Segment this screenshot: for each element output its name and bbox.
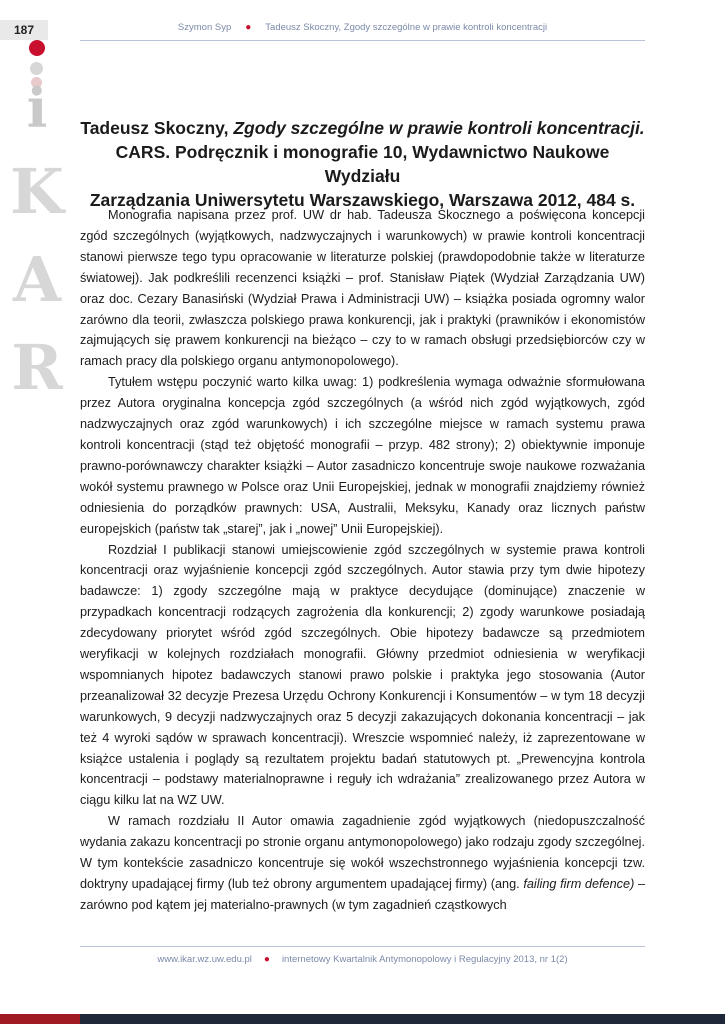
header-separator-dot: ● xyxy=(245,22,252,33)
paragraph-1: Monografia napisana przez prof. UW dr hab. Tadeusza Skocznego a poświęcona koncepcji zgód szczególnych (wyjątkowych, nadzwyczajnych i warunkowych) w prawie kontroli koncentracji stanowi pierwsze tego typu opracowanie w literaturze polskiej (prawdopodobnie także w literaturze światowej). Jak podkreślili recenzenci książki – prof. Stanisław Piątek (Wydział Zarządzania UW) oraz doc. Cezary Banasiński (Wydział Prawa i Administracji UW) – książka posiada ogromny walor zarówno dla teorii, zwłaszcza polskiego prawa konkurencji, jak i praktyki (prawników i ekonomistów zajmujących się prawem konkurencji na bieżąco – czy to w ramach obsługi przedsiębiorców czy w ramach pracy dla polskiego organu antymonopolowego). xyxy=(80,208,645,369)
logo-letter-k: K xyxy=(10,155,64,228)
logo-dot-red xyxy=(29,40,45,56)
title-book: Zgody szczególne w prawie kontroli koncentracji. xyxy=(233,118,645,138)
header-author: Szymon Syp xyxy=(177,22,232,33)
logo-letter-a: A xyxy=(12,243,62,316)
ikar-logo xyxy=(0,40,80,420)
title-line-2: CARS. Podręcznik i monografie 10, Wydawnictwo Naukowe Wydziału xyxy=(115,142,610,186)
logo-letter-i: i xyxy=(26,76,48,140)
review-body xyxy=(80,205,645,916)
bottom-bar-dark xyxy=(80,1014,725,1024)
footer-journal: internetowy Kwartalnik Antymonopolowy i Regulacyjny 2013, nr 1(2) xyxy=(281,953,568,965)
paragraph-2: Tytułem wstępu poczynić warto kilka uwag: 1) podkreślenia wymaga odważnie sformułowana przez Autora oryginalna koncepcja zgód szczególnych (a wśród nich zgód wyjątkowych, zgód nadzwyczajnych oraz zgód warunkowych) i ich szczególne miejsce w ramach systemu prawa kontroli koncentracji (stąd też objętość monografii – przyp. 482 strony); 2) obiektywnie imponuje prawno-porównawczy charakter książki – Autor zasadniczo koncentruje swoje naukowe rozważania wokół systemu prawnego w Polsce oraz Unii Europejskiej, jednak w monografii znajdziemy również odniesienia do porządków prawnych: USA, Australii, Meksyku, Kanady oraz licznych państw europejskich (państw tak „starej”, jak i „nowej” Unii Europejskiej). xyxy=(80,375,645,536)
logo-dot-grey xyxy=(30,62,43,75)
page-number: 187 xyxy=(0,20,48,40)
title-author: Tadeusz Skoczny, xyxy=(80,118,234,138)
bottom-bar-red xyxy=(0,1014,80,1024)
footer-separator-dot: ● xyxy=(263,953,270,965)
paragraph-4 xyxy=(80,811,645,916)
logo-letter-r: R xyxy=(11,331,63,404)
running-header xyxy=(80,22,645,41)
page-footer xyxy=(80,946,645,969)
paragraph-3: Rozdział I publikacji stanowi umiejscowienie zgód szczególnych w systemie prawa kontroli koncentracji oraz wyjaśnienie koncepcji zgód szczególnych. Autor stawia przy tym dwie hipotezy badawcze: 1) zgody szczególne mają w praktyce decydujące (dominujące) znaczenie w przypadkach koncentracji rodzących zagrożenia dla konkurencji; 2) zgody warunkowe posiadają zdecydowany priorytet wśród zgód szczególnych. Obie hipotezy badawcze są przedmiotem weryfikacji w kolejnych rozdziałach monografii. Główny przedmiot odniesienia w weryfikacji wspomnianych hipotez badawczych stanowi prawo polskie i praktyka jego stosowania (Autor przeanalizował 32 decyzje Prezesa Urzędu Ochrony Konkurencji i Konsumentów – w tym 18 decyzji warunkowych, 9 decyzji nadzwyczajnych oraz 5 decyzji zakazujących dokonania koncentracji – jak też 4 wyroki sądów w sprawach koncentracji). Wreszcie wspomnieć należy, iż zaprezentowane w książce ustalenia i poglądy są rezultatem projektu badań statutowych pt. „Prewencyjna kontrola koncentracji – podstawy materialnoprawne i reguły ich wdrażania” zrealizowanego przez Autora w ciągu kilku lat na WZ UW. xyxy=(80,542,645,808)
header-running-title: Tadeusz Skoczny, Zgody szczególne w prawie kontroli koncentracji xyxy=(265,22,548,33)
paragraph-4-italic: failing firm defence) xyxy=(523,877,635,891)
paragraph-4-end: – zarówno pod kątem jej materialno-prawnych (w tym zagadnień cząstkowych xyxy=(80,877,645,912)
title-line-3: Zarządzania Uniwersytetu Warszawskiego, Warszawa 2012, 484 s. xyxy=(89,190,636,210)
review-title xyxy=(80,116,645,212)
footer-url[interactable]: www.ikar.wz.uw.edu.pl xyxy=(157,953,252,965)
paragraph-4-start: W ramach rozdziału II Autor omawia zagadnienie zgód wyjątkowych (niedopuszczalność wydania zakazu koncentracji po stronie organu antymonopolowego) jako rodzaju zgody szczególnej. W tym kontekście zasadniczo koncentruje się wokół wszechstronnego wyjaśnienia koncepcji tzw. doktryny upadającej firmy (lub też obrony argumentem upadającej firmy) (ang. xyxy=(80,814,645,891)
